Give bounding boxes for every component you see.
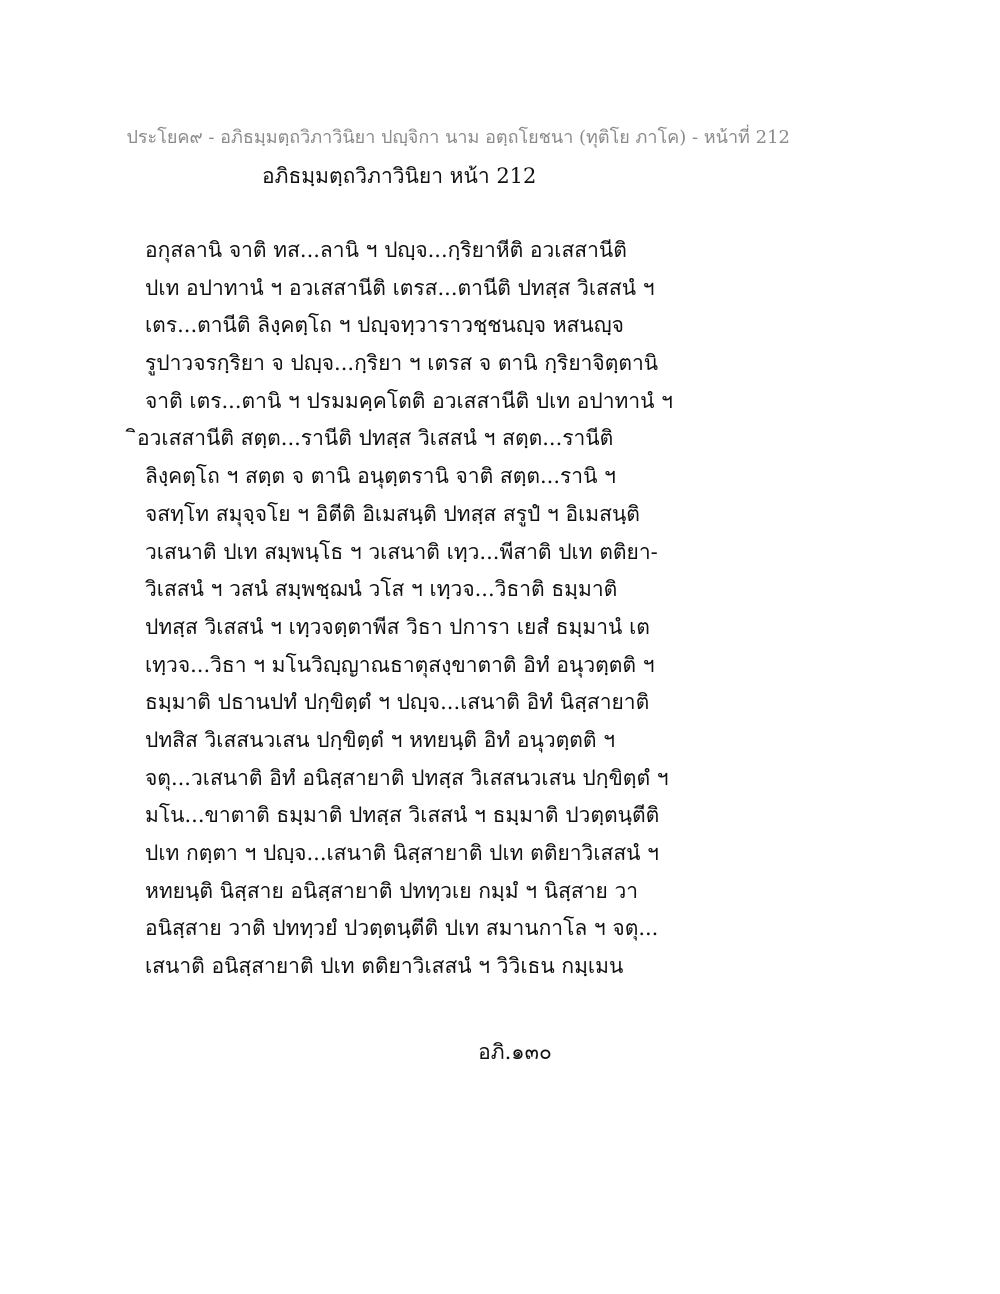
body-line: มโน...ขาตาติ ธมฺมาติ ปทสฺส วิเสสนํ ฯ ธมฺมาติ ปวตฺตนฺตีติ <box>145 803 660 828</box>
body-line: ธมฺมาติ ปธานปทํ ปกฺขิตฺตํ ฯ ปญฺจ...เสนาติ อิทํ นิสฺสายาติ <box>145 690 650 715</box>
body-line: ปเท อปาทานํ ฯ อวเสสานีติ เตรส...ตานีติ ปทสฺส วิเสสนํ ฯ <box>145 275 655 300</box>
body-line: จตุ...วเสนาติ อิทํ อนิสฺสายาติ ปทสฺส วิเสสนวเสน ปกฺขิตฺตํ ฯ <box>145 765 669 790</box>
body-line: เสนาติ อนิสฺสายาติ ปเท ตติยาวิเสสนํ ฯ วิวิเธน กมฺเมน <box>145 954 624 979</box>
body-line: จาติ เตร...ตานิ ฯ ปรมมคฺคโตติ อวเสสานีติ ปเท อปาทานํ ฯ <box>145 388 673 413</box>
body-line: เทฺวจ...วิธา ฯ มโนวิญฺญาณธาตุสงฺขาตาติ อิทํ อนุวตฺตติ ฯ <box>145 652 655 677</box>
body-line: รูปาวจรกฺริยา จ ปญฺจ...กฺริยา ฯ เตรส จ ตานิ กฺริยาจิตฺตานิ <box>145 351 659 376</box>
body-text <box>137 232 673 986</box>
body-line: ลิงฺคตฺโถ ฯ สตฺต จ ตานิ อนุตฺตรานิ จาติ สตฺต...รานิ ฯ <box>145 464 616 489</box>
body-line: อกุสลานิ จาติ ทส...ลานิ ฯ ปญฺจ...กฺริยาหีติ อวเสสานีติ <box>145 238 627 262</box>
body-line: วิเสสนํ ฯ วสนํ สมฺพชฺฌนํ วโส ฯ เทฺวจ...วิธาติ ธมฺมาติ <box>145 577 618 602</box>
body-line: ปเท กตฺตา ฯ ปญฺจ...เสนาติ นิสฺสายาติ ปเท ตติยาวิเสสนํ ฯ <box>145 841 659 865</box>
body-line: เตร...ตานีติ ลิงฺคตฺโถ ฯ ปญฺจทฺวาราวชฺชนญฺจ หสนญฺจ <box>145 313 624 338</box>
running-header: ประโยค๙ - อภิธมฺมตฺถวิภาวินิยา ปญฺจิกา นาม อตฺถโยชนา (ทุติโย ภาโค) - หน้าที่ 212 <box>126 127 790 148</box>
body-line: อนิสฺสาย วาติ ปททฺวยํ ปวตฺตนฺตีติ ปเท สมานกาโล ฯ จตุ... <box>145 916 659 941</box>
page-signature: อภิ.๑๓๐ <box>478 1040 552 1064</box>
body-line: หทยนฺติ นิสฺสาย อนิสฺสายาติ ปททฺวเย กมฺมํ ฯ นิสฺสาย วา <box>145 878 639 903</box>
body-line: จสทฺโท สมุจฺจโย ฯ อิตีติ อิเมสนฺติ ปทสฺส สรูปํ ฯ อิเมสนฺติ <box>145 501 640 526</box>
body-line: ิอวเสสานีติ สตฺต...รานีติ ปทสฺส วิเสสนํ ฯ สตฺต...รานีติ <box>137 426 614 451</box>
body-line: ปทสฺส วิเสสนํ ฯ เทฺวจตฺตาพีส วิธา ปการา เยสํ ธมฺมานํ เต <box>145 614 650 639</box>
page-title: อภิธมฺมตฺถวิภาวินิยา หน้า 212 <box>262 164 537 188</box>
body-line: วเสนาติ ปเท สมฺพนฺโธ ฯ วเสนาติ เทฺว...พีสาติ ปเท ตติยา- <box>145 539 658 564</box>
body-line: ปทสิส วิเสสนวเสน ปกฺขิตฺตํ ฯ หทยนฺติ อิทํ อนุวตฺตติ ฯ <box>145 727 616 752</box>
